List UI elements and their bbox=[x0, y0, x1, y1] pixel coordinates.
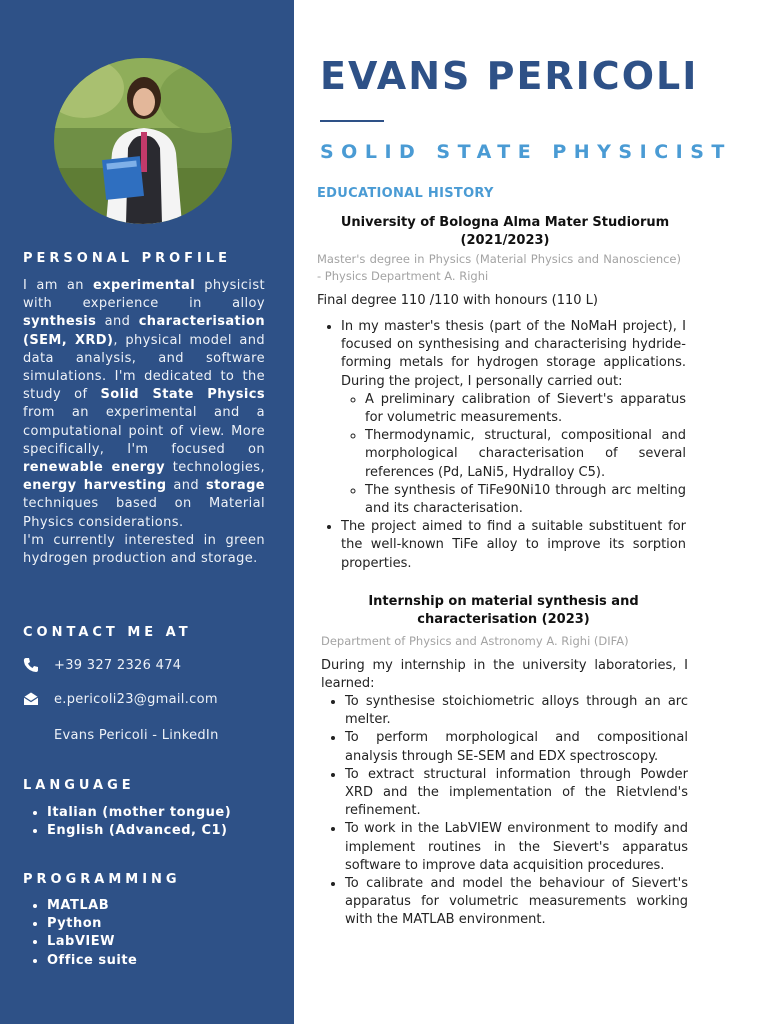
language-item: • Italian (mother tongue) bbox=[47, 804, 231, 822]
internship-item: • To perform morphological and compositional analysis through SE-SEM and EDX spectroscopy. bbox=[345, 729, 688, 765]
contact-heading: CONTACT ME AT bbox=[23, 625, 192, 640]
profile-text: from an experimental and a computational point of view. More specifically, I'm focused on bbox=[23, 405, 265, 457]
degree-description: Master's degree in Physics (Material Physics and Nanoscience) - Physics Department A. Righi bbox=[317, 252, 681, 283]
phone-number: +39 327 2326 474 bbox=[54, 658, 182, 673]
university-title: University of Bologna Alma Mater Studiorum (2021/2023) bbox=[340, 215, 670, 249]
profile-text: techniques based on Material Physics considerations. bbox=[23, 496, 265, 530]
thesis-intro-text: In my master's thesis (part of the NoMaH project), I focused on synthesising and characterising hydride-forming metals for hydrogen storage applications. During the project, I personally carried out: bbox=[341, 319, 686, 389]
programming-heading: PROGRAMMING bbox=[23, 872, 181, 887]
linkedin-link[interactable]: Evans Pericoli - LinkedIn bbox=[54, 728, 219, 743]
profile-text: , physical model and data analysis, and software simulations. I'm dedicated to the study of bbox=[23, 332, 265, 403]
programming-item: • MATLAB bbox=[47, 897, 137, 915]
email-address: e.pericoli23@gmail.com bbox=[54, 692, 218, 707]
sidebar bbox=[0, 0, 294, 1024]
internship-item: • To extract structural information through Powder XRD and the implementation of the Rietvlend's refinement. bbox=[345, 766, 688, 821]
programming-item: • LabVIEW bbox=[47, 933, 137, 951]
avatar bbox=[54, 58, 232, 224]
job-title: SOLID STATE PHYSICIST bbox=[320, 141, 732, 163]
profile-text: and bbox=[166, 478, 206, 494]
internship-title: Internship on material synthesis and characterisation (2023) bbox=[368, 594, 639, 628]
programming-list bbox=[23, 897, 137, 970]
profile-text: I am an bbox=[23, 278, 94, 293]
avatar-photo bbox=[54, 58, 232, 224]
profile-text: physicist with experience in alloy bbox=[23, 278, 265, 312]
profile-keyword: synthesis bbox=[23, 314, 97, 330]
profile-keyword: characterisation (SEM, XRD) bbox=[23, 314, 265, 348]
profile-text: and bbox=[96, 314, 139, 330]
thesis-subitem: ◦ A preliminary calibration of Sievert's apparatus for volumetric measurements. bbox=[365, 391, 686, 427]
internship-list bbox=[321, 693, 688, 930]
language-heading: LANGUAGE bbox=[23, 778, 135, 793]
profile-heading: PERSONAL PROFILE bbox=[23, 251, 232, 266]
thesis-subitem: ◦ Thermodynamic, structural, compositional and morphological characterisation of several references (Pd, LaNi5, Hydralloy C5). bbox=[365, 427, 686, 482]
profile-paragraph bbox=[23, 278, 265, 530]
profile-keyword: experimental bbox=[93, 278, 196, 293]
profile-keyword: energy harvesting bbox=[23, 478, 167, 494]
language-list bbox=[23, 804, 231, 840]
profile-keyword: Solid State Physics bbox=[100, 387, 265, 403]
education-heading: EDUCATIONAL HISTORY bbox=[317, 186, 494, 201]
internship-item: • To work in the LabVIEW environment to modify and implement routines in the Sievert's apparatus software to improve data acquisition procedures. bbox=[345, 820, 688, 875]
thesis-intro bbox=[341, 318, 686, 518]
phone-icon bbox=[23, 657, 41, 673]
final-grade: Final degree 110 /110 with honours (110 L) bbox=[317, 293, 598, 308]
profile-extra: I'm currently interested in green hydrogen production and storage. bbox=[23, 532, 265, 567]
internship-intro: During my internship in the university laboratories, I learned: bbox=[321, 658, 688, 692]
thesis-list bbox=[317, 318, 686, 573]
internship-department: Department of Physics and Astronomy A. Righi (DIFA) bbox=[321, 634, 629, 648]
thesis-subitem: ◦ The synthesis of TiFe90Ni10 through arc melting and its characterisation. bbox=[365, 482, 686, 518]
personal-profile-text bbox=[23, 277, 265, 568]
programming-item: • Python bbox=[47, 915, 137, 933]
name-divider bbox=[320, 120, 384, 122]
internship-item: • To calibrate and model the behaviour of Sievert's apparatus for volumetric measurements working with the MATLAB environment. bbox=[345, 875, 688, 930]
internship-item: • To synthesise stoichiometric alloys through an arc melter. bbox=[345, 693, 688, 729]
person-name: EVANS PERICOLI bbox=[320, 54, 699, 98]
profile-keyword: renewable energy bbox=[23, 460, 165, 476]
project-aim: • The project aimed to find a suitable substituent for the well-known TiFe alloy to improve its sorption properties. bbox=[341, 518, 686, 573]
profile-text: technologies, bbox=[164, 460, 265, 476]
programming-item: • Office suite bbox=[47, 952, 137, 970]
envelope-icon bbox=[23, 691, 41, 707]
language-item: • English (Advanced, C1) bbox=[47, 822, 231, 840]
thesis-subitems bbox=[341, 391, 686, 518]
profile-keyword: storage bbox=[206, 478, 265, 494]
